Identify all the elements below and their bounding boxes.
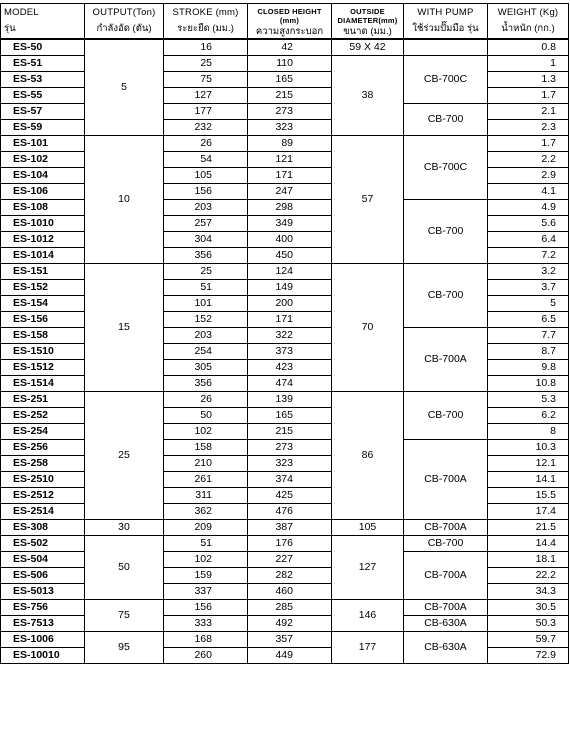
model-cell: ES-254: [1, 423, 85, 439]
closed-height-cell: 139: [248, 391, 332, 407]
model-cell: ES-108: [1, 199, 85, 215]
stroke-cell: 177: [164, 103, 248, 119]
weight-cell: 2.2: [488, 151, 569, 167]
model-cell: ES-1012: [1, 231, 85, 247]
stroke-cell: 257: [164, 215, 248, 231]
closed-height-cell: 349: [248, 215, 332, 231]
weight-cell: 6.4: [488, 231, 569, 247]
closed-height-cell: 492: [248, 615, 332, 631]
weight-cell: 4.9: [488, 199, 569, 215]
stroke-cell: 311: [164, 487, 248, 503]
stroke-cell: 101: [164, 295, 248, 311]
stroke-cell: 105: [164, 167, 248, 183]
weight-cell: 30.5: [488, 599, 569, 615]
weight-cell: 3.7: [488, 279, 569, 295]
model-cell: ES-152: [1, 279, 85, 295]
weight-cell: 8: [488, 423, 569, 439]
closed-height-cell: 215: [248, 423, 332, 439]
outside-diameter-cell: 38: [332, 55, 404, 135]
pump-cell: CB-700: [404, 263, 488, 327]
weight-cell: 7.7: [488, 327, 569, 343]
table-row: [1, 535, 569, 551]
pump-cell: CB-700: [404, 391, 488, 439]
stroke-cell: 26: [164, 391, 248, 407]
header-stroke-en: STROKE (mm): [172, 7, 239, 18]
closed-height-cell: 215: [248, 87, 332, 103]
outside-diameter-cell: 57: [332, 135, 404, 263]
table-row: [1, 599, 569, 615]
outside-diameter-cell: 86: [332, 391, 404, 519]
weight-cell: 59.7: [488, 631, 569, 647]
outside-diameter-cell: 177: [332, 631, 404, 663]
weight-cell: 22.2: [488, 567, 569, 583]
stroke-cell: 337: [164, 583, 248, 599]
model-cell: ES-252: [1, 407, 85, 423]
closed-height-cell: 373: [248, 343, 332, 359]
model-cell: ES-10010: [1, 647, 85, 663]
table-header: [1, 4, 569, 40]
pump-cell: CB-700: [404, 103, 488, 135]
header-outside-diameter: [332, 4, 404, 40]
model-cell: ES-2512: [1, 487, 85, 503]
model-cell: ES-1514: [1, 375, 85, 391]
stroke-cell: 152: [164, 311, 248, 327]
stroke-cell: 51: [164, 535, 248, 551]
pump-cell: CB-700A: [404, 519, 488, 535]
closed-height-cell: 200: [248, 295, 332, 311]
stroke-cell: 209: [164, 519, 248, 535]
model-cell: ES-502: [1, 535, 85, 551]
closed-height-cell: 176: [248, 535, 332, 551]
header-model-th: รุ่น: [4, 23, 16, 34]
closed-height-cell: 423: [248, 359, 332, 375]
model-cell: ES-59: [1, 119, 85, 135]
model-cell: ES-51: [1, 55, 85, 71]
model-cell: ES-2510: [1, 471, 85, 487]
model-cell: ES-256: [1, 439, 85, 455]
weight-cell: 14.1: [488, 471, 569, 487]
model-cell: ES-151: [1, 263, 85, 279]
model-cell: ES-506: [1, 567, 85, 583]
pump-cell: CB-700A: [404, 551, 488, 599]
header-output-en: OUTPUT(Ton): [92, 7, 156, 18]
header-outside-diameter-en: OUTSIDE DIAMETER(mm): [337, 7, 398, 25]
outside-diameter-cell: 127: [332, 535, 404, 599]
model-cell: ES-1014: [1, 247, 85, 263]
closed-height-cell: 149: [248, 279, 332, 295]
closed-height-cell: 476: [248, 503, 332, 519]
table-row: [1, 39, 569, 55]
model-cell: ES-106: [1, 183, 85, 199]
stroke-cell: 26: [164, 135, 248, 151]
outside-diameter-cell: 105: [332, 519, 404, 535]
weight-cell: 5.3: [488, 391, 569, 407]
stroke-cell: 25: [164, 263, 248, 279]
stroke-cell: 159: [164, 567, 248, 583]
model-cell: ES-50: [1, 39, 85, 55]
pump-cell: CB-700C: [404, 55, 488, 103]
stroke-cell: 305: [164, 359, 248, 375]
closed-height-cell: 124: [248, 263, 332, 279]
stroke-cell: 75: [164, 71, 248, 87]
model-cell: ES-1512: [1, 359, 85, 375]
closed-height-cell: 357: [248, 631, 332, 647]
closed-height-cell: 285: [248, 599, 332, 615]
model-cell: ES-102: [1, 151, 85, 167]
weight-cell: 2.3: [488, 119, 569, 135]
weight-cell: 1.7: [488, 135, 569, 151]
header-stroke-th: ระยะยืด (มม.): [177, 23, 234, 34]
header-outside-diameter-th: ขนาด (มม.): [343, 26, 392, 37]
closed-height-cell: 322: [248, 327, 332, 343]
stroke-cell: 54: [164, 151, 248, 167]
model-cell: ES-53: [1, 71, 85, 87]
stroke-cell: 203: [164, 327, 248, 343]
table-body: [1, 39, 569, 663]
stroke-cell: 16: [164, 39, 248, 55]
closed-height-cell: 247: [248, 183, 332, 199]
header-pump-en: WITH PUMP: [417, 7, 474, 18]
weight-cell: 12.1: [488, 455, 569, 471]
pump-cell: CB-630A: [404, 615, 488, 631]
stroke-cell: 333: [164, 615, 248, 631]
closed-height-cell: 110: [248, 55, 332, 71]
model-cell: ES-158: [1, 327, 85, 343]
header-weight-en: WEIGHT (Kg): [497, 7, 559, 18]
closed-height-cell: 323: [248, 455, 332, 471]
model-cell: ES-154: [1, 295, 85, 311]
stroke-cell: 156: [164, 599, 248, 615]
header-model-en: MODEL: [4, 7, 39, 18]
weight-cell: 6.5: [488, 311, 569, 327]
weight-cell: 17.4: [488, 503, 569, 519]
closed-height-cell: 449: [248, 647, 332, 663]
stroke-cell: 210: [164, 455, 248, 471]
header-stroke: [164, 4, 248, 40]
weight-cell: 9.8: [488, 359, 569, 375]
header-closed-height: [248, 4, 332, 40]
closed-height-cell: 171: [248, 311, 332, 327]
stroke-cell: 203: [164, 199, 248, 215]
pump-cell: CB-700A: [404, 439, 488, 519]
weight-cell: 4.1: [488, 183, 569, 199]
output-cell: 30: [85, 519, 164, 535]
header-closed-height-en: CLOSED HEIGHT (mm): [257, 7, 322, 25]
header-weight-th: น้ำหนัก (กก.): [501, 23, 555, 34]
closed-height-cell: 171: [248, 167, 332, 183]
header-pump: [404, 4, 488, 40]
weight-cell: 1: [488, 55, 569, 71]
weight-cell: 6.2: [488, 407, 569, 423]
weight-cell: 2.1: [488, 103, 569, 119]
model-cell: ES-756: [1, 599, 85, 615]
stroke-cell: 102: [164, 551, 248, 567]
model-cell: ES-258: [1, 455, 85, 471]
header-weight: [488, 4, 569, 40]
weight-cell: 3.2: [488, 263, 569, 279]
model-cell: ES-504: [1, 551, 85, 567]
closed-height-cell: 165: [248, 71, 332, 87]
closed-height-cell: 121: [248, 151, 332, 167]
weight-cell: 15.5: [488, 487, 569, 503]
table-row: [1, 631, 569, 647]
table-row: [1, 391, 569, 407]
weight-cell: 1.7: [488, 87, 569, 103]
spec-table: [0, 3, 569, 664]
weight-cell: 18.1: [488, 551, 569, 567]
closed-height-cell: 474: [248, 375, 332, 391]
output-cell: 50: [85, 535, 164, 599]
stroke-cell: 356: [164, 375, 248, 391]
closed-height-cell: 387: [248, 519, 332, 535]
model-cell: ES-308: [1, 519, 85, 535]
closed-height-cell: 89: [248, 135, 332, 151]
outside-diameter-cell: 70: [332, 263, 404, 391]
weight-cell: 10.3: [488, 439, 569, 455]
weight-cell: 8.7: [488, 343, 569, 359]
header-output: [85, 4, 164, 40]
stroke-cell: 356: [164, 247, 248, 263]
closed-height-cell: 323: [248, 119, 332, 135]
closed-height-cell: 460: [248, 583, 332, 599]
model-cell: ES-7513: [1, 615, 85, 631]
weight-cell: 0.8: [488, 39, 569, 55]
pump-cell: CB-630A: [404, 631, 488, 663]
weight-cell: 1.3: [488, 71, 569, 87]
weight-cell: 72.9: [488, 647, 569, 663]
model-cell: ES-5013: [1, 583, 85, 599]
closed-height-cell: 282: [248, 567, 332, 583]
outside-diameter-cell: 146: [332, 599, 404, 631]
stroke-cell: 261: [164, 471, 248, 487]
output-cell: 25: [85, 391, 164, 519]
stroke-cell: 25: [164, 55, 248, 71]
model-cell: ES-55: [1, 87, 85, 103]
model-cell: ES-57: [1, 103, 85, 119]
pump-cell: [404, 39, 488, 55]
stroke-cell: 232: [164, 119, 248, 135]
stroke-cell: 254: [164, 343, 248, 359]
table-row: [1, 263, 569, 279]
pump-cell: CB-700C: [404, 135, 488, 199]
weight-cell: 10.8: [488, 375, 569, 391]
output-cell: 10: [85, 135, 164, 263]
stroke-cell: 168: [164, 631, 248, 647]
closed-height-cell: 425: [248, 487, 332, 503]
output-cell: 15: [85, 263, 164, 391]
stroke-cell: 127: [164, 87, 248, 103]
model-cell: ES-101: [1, 135, 85, 151]
pump-cell: CB-700A: [404, 599, 488, 615]
stroke-cell: 156: [164, 183, 248, 199]
model-cell: ES-2514: [1, 503, 85, 519]
weight-cell: 5.6: [488, 215, 569, 231]
header-row: [1, 4, 569, 40]
stroke-cell: 50: [164, 407, 248, 423]
outside-diameter-cell: 59 X 42: [332, 39, 404, 55]
output-cell: 95: [85, 631, 164, 663]
output-cell: 5: [85, 39, 164, 135]
weight-cell: 14.4: [488, 535, 569, 551]
closed-height-cell: 400: [248, 231, 332, 247]
stroke-cell: 51: [164, 279, 248, 295]
weight-cell: 21.5: [488, 519, 569, 535]
weight-cell: 50.3: [488, 615, 569, 631]
stroke-cell: 102: [164, 423, 248, 439]
table-row: [1, 135, 569, 151]
pump-cell: CB-700: [404, 535, 488, 551]
weight-cell: 7.2: [488, 247, 569, 263]
closed-height-cell: 42: [248, 39, 332, 55]
closed-height-cell: 165: [248, 407, 332, 423]
weight-cell: 34.3: [488, 583, 569, 599]
closed-height-cell: 298: [248, 199, 332, 215]
closed-height-cell: 374: [248, 471, 332, 487]
stroke-cell: 158: [164, 439, 248, 455]
model-cell: ES-156: [1, 311, 85, 327]
header-output-th: กำลังอัด (ตัน): [96, 23, 152, 34]
weight-cell: 5: [488, 295, 569, 311]
closed-height-cell: 450: [248, 247, 332, 263]
model-cell: ES-104: [1, 167, 85, 183]
header-model: [1, 4, 85, 40]
table-row: [1, 519, 569, 535]
pump-cell: CB-700A: [404, 327, 488, 391]
pump-cell: CB-700: [404, 199, 488, 263]
stroke-cell: 304: [164, 231, 248, 247]
model-cell: ES-251: [1, 391, 85, 407]
stroke-cell: 260: [164, 647, 248, 663]
model-cell: ES-1510: [1, 343, 85, 359]
closed-height-cell: 273: [248, 439, 332, 455]
output-cell: 75: [85, 599, 164, 631]
model-cell: ES-1006: [1, 631, 85, 647]
weight-cell: 2.9: [488, 167, 569, 183]
closed-height-cell: 227: [248, 551, 332, 567]
stroke-cell: 362: [164, 503, 248, 519]
closed-height-cell: 273: [248, 103, 332, 119]
header-closed-height-th: ความสูงกระบอก: [255, 26, 324, 37]
header-pump-th: ใช้ร่วมปั๊มมือ รุ่น: [412, 23, 479, 34]
model-cell: ES-1010: [1, 215, 85, 231]
